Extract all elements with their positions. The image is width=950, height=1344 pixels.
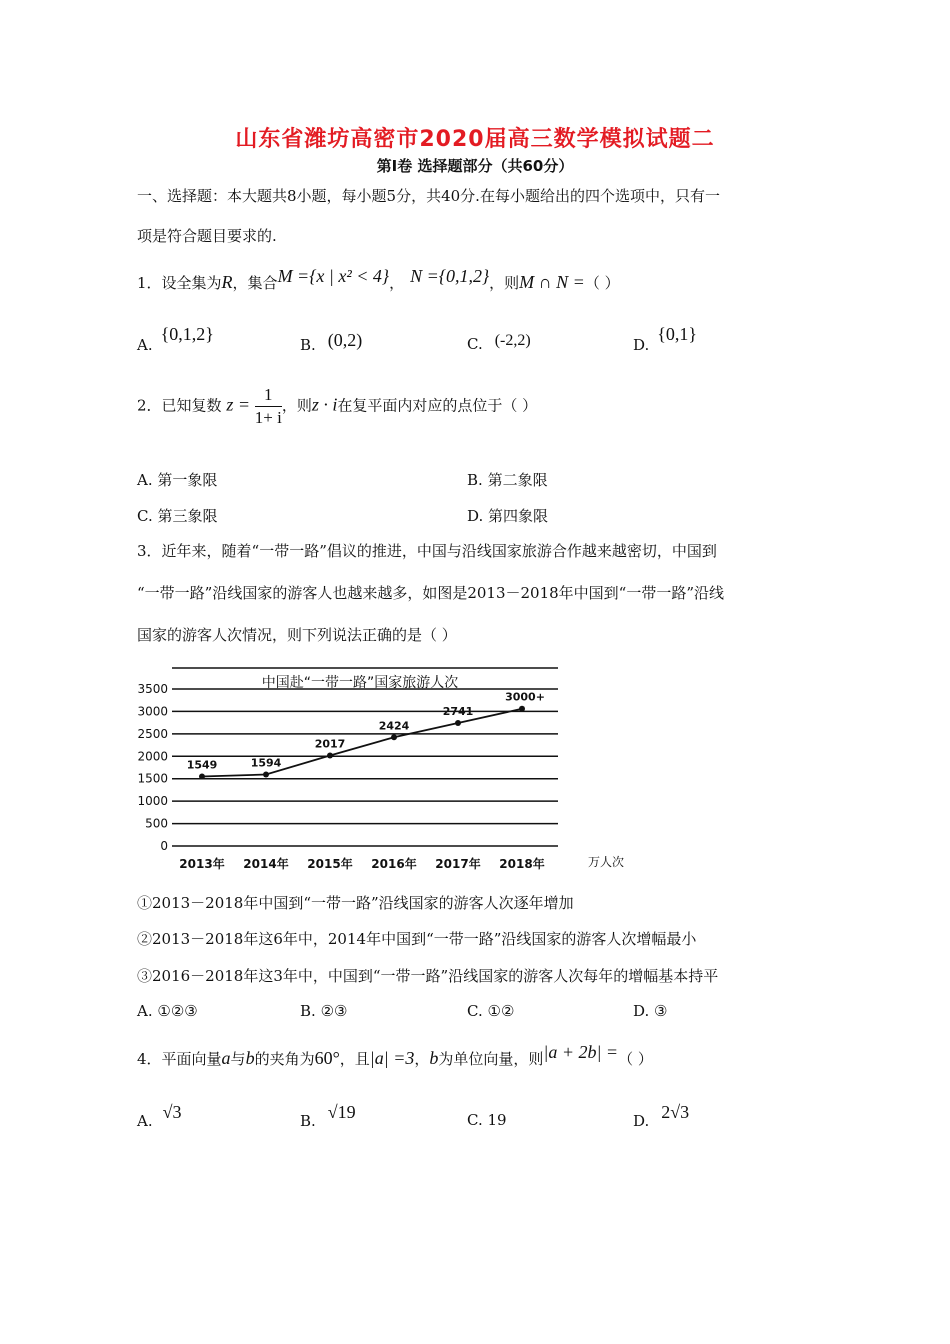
chart-data-point bbox=[519, 706, 525, 712]
q3-line-3: 国家的游客人次情况，则下列说法正确的是（ ） bbox=[137, 626, 457, 644]
chart-data-label: 2424 bbox=[378, 719, 410, 733]
chart-y-tick-label: 3000 bbox=[137, 704, 168, 719]
q2-option-d[interactable]: D. 第四象限 bbox=[467, 507, 549, 525]
chart-data-label: 1549 bbox=[186, 758, 218, 772]
q1-option-d[interactable]: D.{0,1} bbox=[633, 324, 698, 354]
chart-x-tick-label: 2014年 bbox=[243, 857, 289, 871]
chart-data-point bbox=[455, 720, 461, 726]
q1-MN-expr: M ∩ N = bbox=[519, 272, 585, 292]
chart-y-tick-label: 0 bbox=[160, 839, 168, 853]
q1-prefix: 1．设全集为 bbox=[137, 274, 222, 292]
q1-option-c[interactable]: C. (-2,2) bbox=[467, 332, 531, 353]
q3-option-c[interactable]: C. ①② bbox=[467, 1002, 515, 1020]
chart-y-tick-label: 3500 bbox=[137, 682, 168, 696]
q2-fraction: $\frac{1}{1+ i}$ bbox=[254, 385, 282, 427]
q2-option-a[interactable]: A. 第一象限 bbox=[137, 471, 218, 489]
q1-paren: （ ） bbox=[584, 274, 620, 292]
q3-option-d[interactable]: D. ③ bbox=[633, 1002, 668, 1020]
chart-x-ticks bbox=[179, 856, 544, 871]
intro-line-1: 一、选择题：本大题共8小题，每小题5分，共40分.在每小题给出的四个选项中，只有一 bbox=[137, 187, 720, 205]
chart-data-label: 2017 bbox=[314, 737, 346, 751]
q2-stem: 2．已知复数 z = $\frac{1}{1+ i}$ ，则z · i在复平面内对应的点位于（ ） bbox=[137, 385, 538, 427]
q1-R: R bbox=[221, 272, 233, 292]
q3-statement-3: ③2016－2018年这3年中，中国到“一带一路”沿线国家的游客人次每年的增幅基本持平 bbox=[137, 967, 719, 985]
chart-title: 中国赴“一带一路”国家旅游人次 bbox=[261, 675, 459, 691]
section-subtitle: 第Ⅰ卷 选择题部分（共60分） bbox=[376, 157, 574, 175]
q4-option-d[interactable]: D. 2√3 bbox=[633, 1102, 690, 1130]
q4-option-a[interactable]: A. √3 bbox=[137, 1102, 182, 1130]
chart-x-tick-label: 2015年 bbox=[307, 857, 353, 871]
chart-y-tick-label: 2000 bbox=[137, 749, 168, 764]
chart-data-label: 3000+ bbox=[505, 690, 545, 704]
q3-option-b[interactable]: B. ②③ bbox=[300, 1002, 348, 1020]
chart-data-label: 2741 bbox=[442, 705, 474, 719]
page-title: 山东省潍坊高密市2020届高三数学模拟试题二 bbox=[235, 127, 715, 152]
chart-x-tick-label: 2017年 bbox=[435, 857, 481, 871]
chart-x-tick-label: 2013年 bbox=[179, 857, 225, 871]
chart-data-point bbox=[391, 734, 397, 740]
q3-line-2: “一带一路”沿线国家的游客人也越来越多，如图是2013－2018年中国到“一带一路”沿线 bbox=[137, 584, 725, 602]
chart-data-point bbox=[199, 774, 205, 780]
q1-option-a[interactable]: A.{0,1,2} bbox=[137, 324, 214, 354]
q2-option-b[interactable]: B. 第二象限 bbox=[467, 471, 548, 489]
chart-data-label: 1594 bbox=[250, 756, 282, 770]
tourism-line-chart bbox=[130, 660, 630, 880]
q1-N-expr: N ={0,1,2} bbox=[410, 266, 490, 286]
q1-set-word: ，集合 bbox=[232, 274, 278, 292]
chart-unit-label: 万人次 bbox=[588, 855, 625, 869]
q1-stem bbox=[137, 266, 620, 293]
chart-gridlines bbox=[172, 668, 558, 846]
q4-stem: 4．平面向量a与b的夹角为60°，且|a| =3，b为单位向量，则|a + 2b| =（ ） bbox=[137, 1042, 653, 1068]
chart-y-tick-label: 2500 bbox=[137, 726, 168, 741]
q3-line-1: 3．近年来，随着“一带一路”倡议的推进，中国与沿线国家旅游合作越来越密切，中国到 bbox=[137, 542, 717, 560]
q4-option-b[interactable]: B. √19 bbox=[300, 1102, 356, 1130]
intro-line-2: 项是符合题目要求的. bbox=[137, 227, 277, 245]
chart-y-tick-label: 1000 bbox=[137, 794, 168, 809]
chart-y-tick-label: 1500 bbox=[137, 771, 168, 786]
chart-points bbox=[187, 691, 545, 780]
chart-x-tick-label: 2016年 bbox=[371, 857, 417, 871]
q3-statement-2: ②2013－2018年这6年中，2014年中国到“一带一路”沿线国家的游客人次增幅最小 bbox=[137, 930, 697, 948]
q2-option-c[interactable]: C. 第三象限 bbox=[137, 507, 218, 525]
chart-data-point bbox=[327, 753, 333, 759]
q1-comma: ， bbox=[389, 274, 405, 292]
q1-M-expr: M ={x | x² < 4} bbox=[277, 266, 390, 286]
q1-option-b[interactable]: B. (0,2) bbox=[300, 330, 363, 354]
chart-x-tick-label: 2018年 bbox=[499, 857, 545, 871]
q4-option-c[interactable]: C. 19 bbox=[467, 1111, 507, 1129]
q3-statement-1: ①2013－2018年中国到“一带一路”沿线国家的游客人次逐年增加 bbox=[137, 894, 574, 912]
q1-then: ，则 bbox=[489, 274, 520, 292]
q3-option-a[interactable]: A. ①②③ bbox=[137, 1002, 198, 1020]
q2-zi: z · i bbox=[311, 394, 338, 415]
chart-data-point bbox=[263, 771, 269, 777]
chart-y-ticks bbox=[137, 682, 168, 853]
q2-z-eq: z = bbox=[226, 394, 250, 415]
chart-y-tick-label: 500 bbox=[145, 816, 168, 831]
